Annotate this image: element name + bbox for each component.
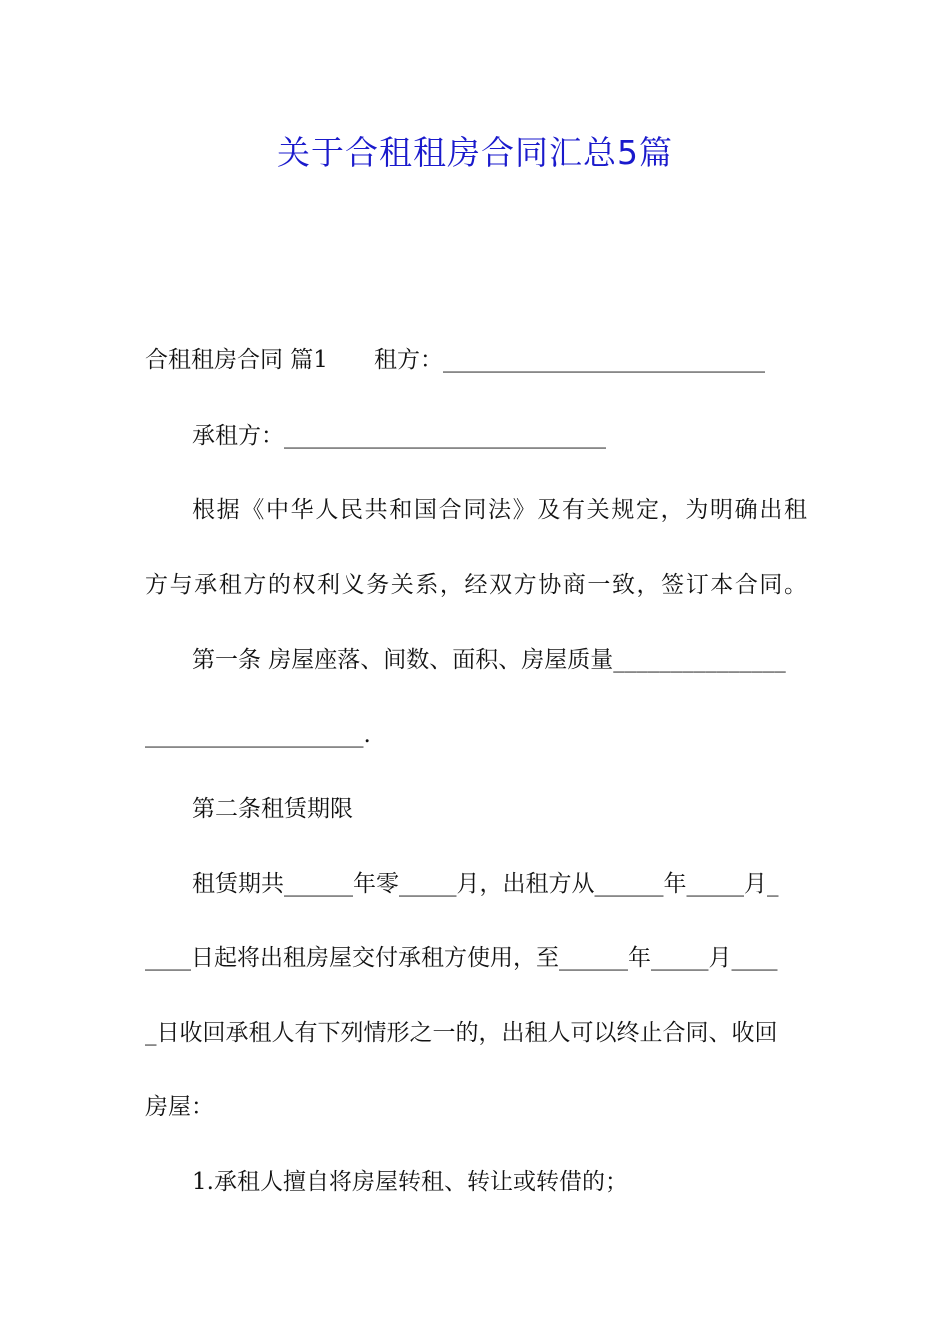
paragraph-line: 房屋： xyxy=(145,1094,214,1120)
paragraph-line: ___________________. xyxy=(145,722,371,748)
paragraph-line: _日收回承租人有下列情形之一的，出租人可以终止合同、收回 xyxy=(145,1020,778,1046)
lessee-field: 承租方：____________________________ xyxy=(192,423,606,449)
paragraph-line: 方与承租方的权利义务关系，经双方协商一致，签订本合同。 xyxy=(145,572,807,598)
article-one-line: 第一条 房屋座落、间数、面积、房屋质量_______________ xyxy=(192,647,786,673)
article-two-heading: 第二条租赁期限 xyxy=(192,796,353,822)
paragraph-line: 根据《中华人民共和国合同法》及有关规定，为明确出租 xyxy=(192,497,807,523)
paragraph-line: 租赁期共______年零_____月，出租方从______年_____月_ xyxy=(192,871,779,897)
document-title: 关于合租租房合同汇总5篇 xyxy=(277,133,673,172)
list-item: 1.承租人擅自将房屋转租、转让或转借的； xyxy=(192,1169,628,1195)
contract-heading-line xyxy=(145,340,807,380)
contract-heading: 合租租房合同 篇1 xyxy=(145,347,328,373)
lessor-field: 租方：____________________________ xyxy=(373,347,765,373)
paragraph-line: ____日起将出租房屋交付承租方使用，至______年_____月____ xyxy=(145,945,778,971)
